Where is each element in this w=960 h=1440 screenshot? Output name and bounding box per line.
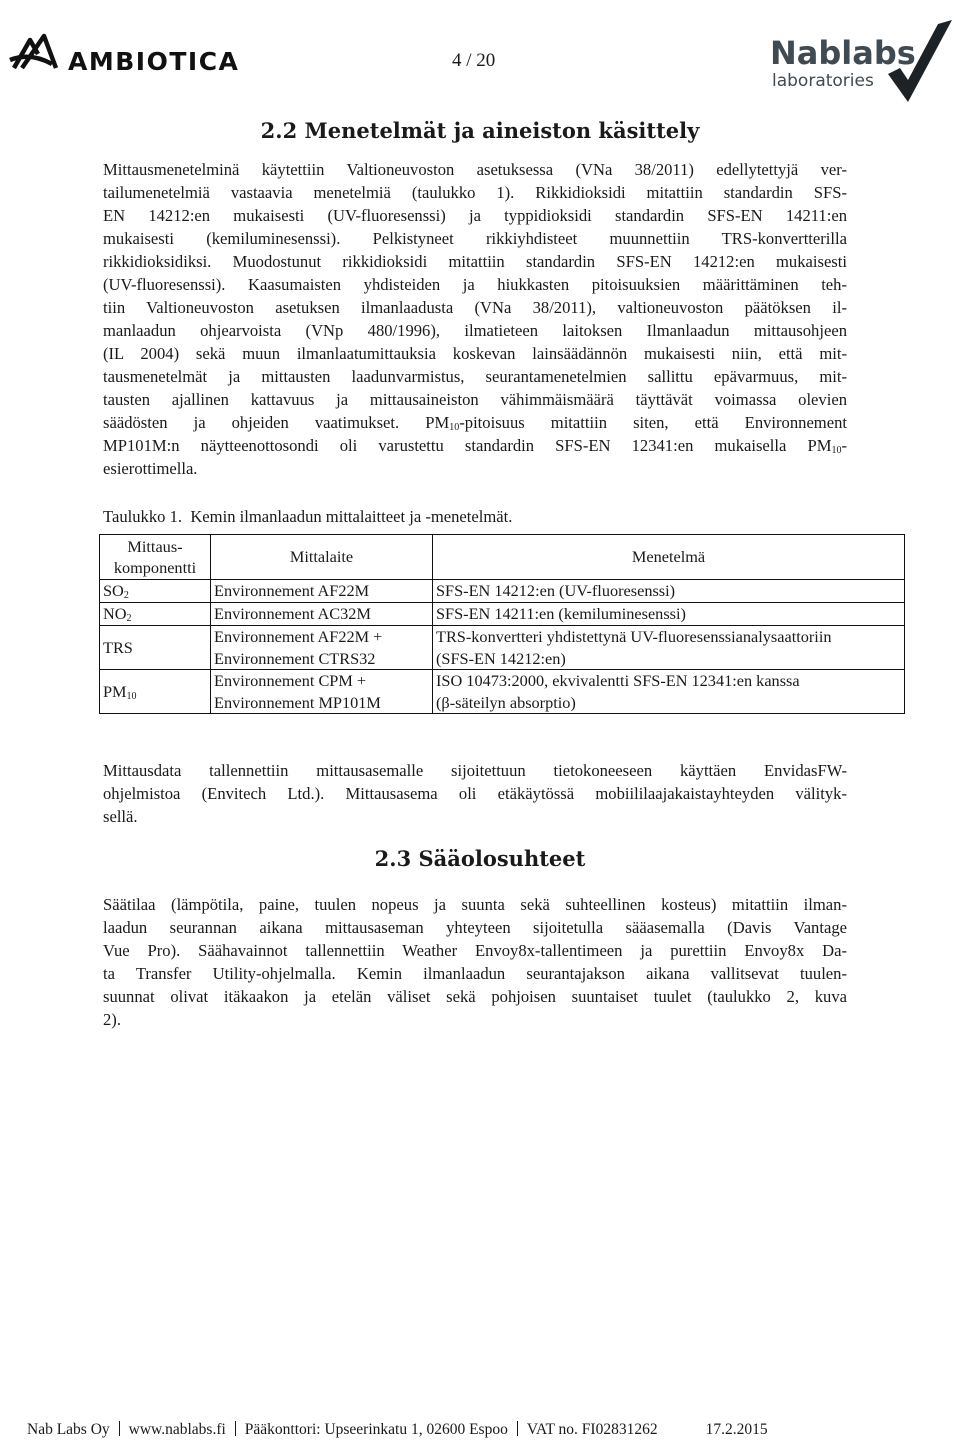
- table-caption: Taulukko 1. Kemin ilmanlaadun mittalaitteet ja -menetelmät.: [103, 507, 513, 526]
- paragraph-line: tausten ajallinen kattavuus ja mittausaineiston vähimmäismäärä täyttävät voimassa olevien: [103, 390, 847, 409]
- paragraph-data-storage: [103, 759, 847, 828]
- page-footer: [27, 1421, 768, 1439]
- device-cell: Environnement AC32M: [211, 603, 433, 626]
- table-row: [100, 580, 905, 603]
- device-cell: Environnement AF22M: [211, 580, 433, 603]
- footer-vat: VAT no. FI02831262: [526, 1421, 658, 1438]
- method-cell: ISO 10473:2000, ekvivalentti SFS-EN 12341:en kanssa (β-säteilyn absorptio): [433, 670, 905, 714]
- ambiotica-logo-text: AMBIOTICA: [68, 47, 240, 76]
- paragraph-line: manlaadun ohjearvoista (VNp 480/1996), ilmatieteen laitoksen Ilmanlaadun mittausohjeen: [103, 321, 847, 340]
- paragraph-line: suunnat olivat itäkaakon ja etelän väliset sekä pohjoisen suuntaiset tuulet (taulukko 2, kuva: [103, 987, 847, 1006]
- paragraph-line: MP101M:n näytteenottosondi oli varustettu standardin SFS-EN 12341:en mukaisella $PM_{10}-$: [103, 436, 847, 456]
- footer-website: www.nablabs.fi: [128, 1421, 226, 1438]
- instruments-table: [99, 534, 905, 714]
- paragraph-line: Vue Pro). Säähavainnot tallennettiin Weather Envoy8x-tallentimeen ja purettiin Envoy8x Da-: [103, 941, 847, 960]
- section-heading-2-2: 2.2 Menetelmät ja aineiston käsittely: [260, 118, 700, 143]
- paragraph-line: 2).: [103, 1010, 121, 1029]
- paragraph-line: esierottimella.: [103, 459, 198, 478]
- footer-separator: [235, 1421, 236, 1436]
- paragraph-line: tiin Valtioneuvoston asetuksen ilmanlaadusta (VNa 38/2011), valtioneuvoston päätöksen il-: [103, 298, 847, 317]
- paragraph-line: EN 14212:en mukaisesti (UV-fluoresenssi) ja typpidioksidi standardin SFS-EN 14211:en: [103, 206, 847, 225]
- component-cell: $NO_2$: [100, 603, 211, 626]
- paragraph-methods: [103, 158, 847, 480]
- paragraph-line: Mittausmenetelminä käytettiin Valtioneuvoston asetuksessa (VNa 38/2011) edellytettyjä ver-: [103, 160, 847, 179]
- paragraph-line: tailumenetelmiä vastaavia menetelmiä (taulukko 1). Rikkidioksidi mitattiin standardin SFS-: [103, 183, 847, 202]
- ambiotica-logo: [8, 30, 258, 80]
- page-number: 4 / 20: [452, 50, 496, 71]
- paragraph-weather: [103, 893, 847, 1031]
- footer-address: Pääkonttori: Upseerinkatu 1, 02600 Espoo: [244, 1421, 508, 1438]
- nablabs-logo-subtitle: laboratories: [772, 71, 874, 91]
- paragraph-line: säädösten ja ohjeiden vaatimukset. $PM_{10}$-pitoisuus mitattiin siten, että Environnement: [103, 413, 847, 433]
- paragraph-line: sellä.: [103, 807, 138, 826]
- footer-separator: [119, 1421, 120, 1436]
- footer-date: 17.2.2015: [705, 1421, 768, 1438]
- component-cell: $PM_{10}$: [100, 670, 211, 714]
- device-cell: Environnement AF22M + Environnement CTRS32: [211, 626, 433, 670]
- paragraph-line: Mittausdata tallennettiin mittausasemalle sijoitettuun tietokoneeseen käyttäen EnvidasFW-: [103, 761, 847, 780]
- header-cell-component: Mittaus- komponentti: [100, 535, 211, 580]
- paragraph-line: ta Transfer Utility-ohjelmalla. Kemin ilmanlaadun seurantajakson aikana vallitsevat tuulen-: [103, 964, 847, 983]
- table-row: [100, 670, 905, 714]
- device-cell: Environnement CPM + Environnement MP101M: [211, 670, 433, 714]
- method-cell: TRS-konvertteri yhdistettynä UV-fluoresenssianalysaattoriin (SFS-EN 14212:en): [433, 626, 905, 670]
- table-row: [100, 626, 905, 670]
- paragraph-line: mukaisesti (kemiluminesenssi). Pelkistyneet rikkiyhdisteet muunnettiin TRS-konvertterilla: [103, 229, 847, 248]
- table-row: [100, 603, 905, 626]
- footer-company: Nab Labs Oy: [27, 1421, 110, 1438]
- component-cell: TRS: [100, 626, 211, 670]
- paragraph-line: (UV-fluoresenssi). Kaasumaisten yhdisteiden ja hiukkasten pitoisuuksien määrittäminen teh-: [103, 275, 847, 294]
- paragraph-line: rikkidioksidiksi. Muodostunut rikkidioksidi mitattiin standardin SFS-EN 14212:en mukaisesti: [103, 252, 847, 271]
- paragraph-line: ohjelmistoa (Envitech Ltd.). Mittausasema oli etäkäytössä mobiililaajakaistayhteyden välityk-: [103, 784, 847, 803]
- nablabs-logo: [768, 14, 958, 114]
- header-cell-device: Mittalaite: [211, 535, 433, 580]
- nablabs-logo-name: Nablabs: [770, 34, 916, 72]
- header-cell-method: Menetelmä: [433, 535, 905, 580]
- paragraph-line: Säätilaa (lämpötila, paine, tuulen nopeus ja suunta sekä suhteellinen kosteus) mitattiin ilman-: [103, 895, 847, 914]
- footer-separator: [517, 1421, 518, 1436]
- paragraph-line: (IL 2004) sekä muun ilmanlaatumittauksia koskevan lainsäädännön mukaisesti niin, että mit-: [103, 344, 847, 363]
- method-cell: SFS-EN 14211:en (kemiluminesenssi): [433, 603, 905, 626]
- method-cell: SFS-EN 14212:en (UV-fluoresenssi): [433, 580, 905, 603]
- section-heading-2-3: 2.3 Sääolosuhteet: [374, 846, 586, 871]
- table-header-row: [100, 535, 905, 580]
- component-cell: $SO_2$: [100, 580, 211, 603]
- paragraph-line: tausmenetelmät ja mittausten laadunvarmistus, seurantamenetelmien sallittu epävarmuus, mit-: [103, 367, 847, 386]
- paragraph-line: laadun seurannan aikana mittausaseman yhteyteen sijoitetulla sääasemalla (Davis Vantage: [103, 918, 847, 937]
